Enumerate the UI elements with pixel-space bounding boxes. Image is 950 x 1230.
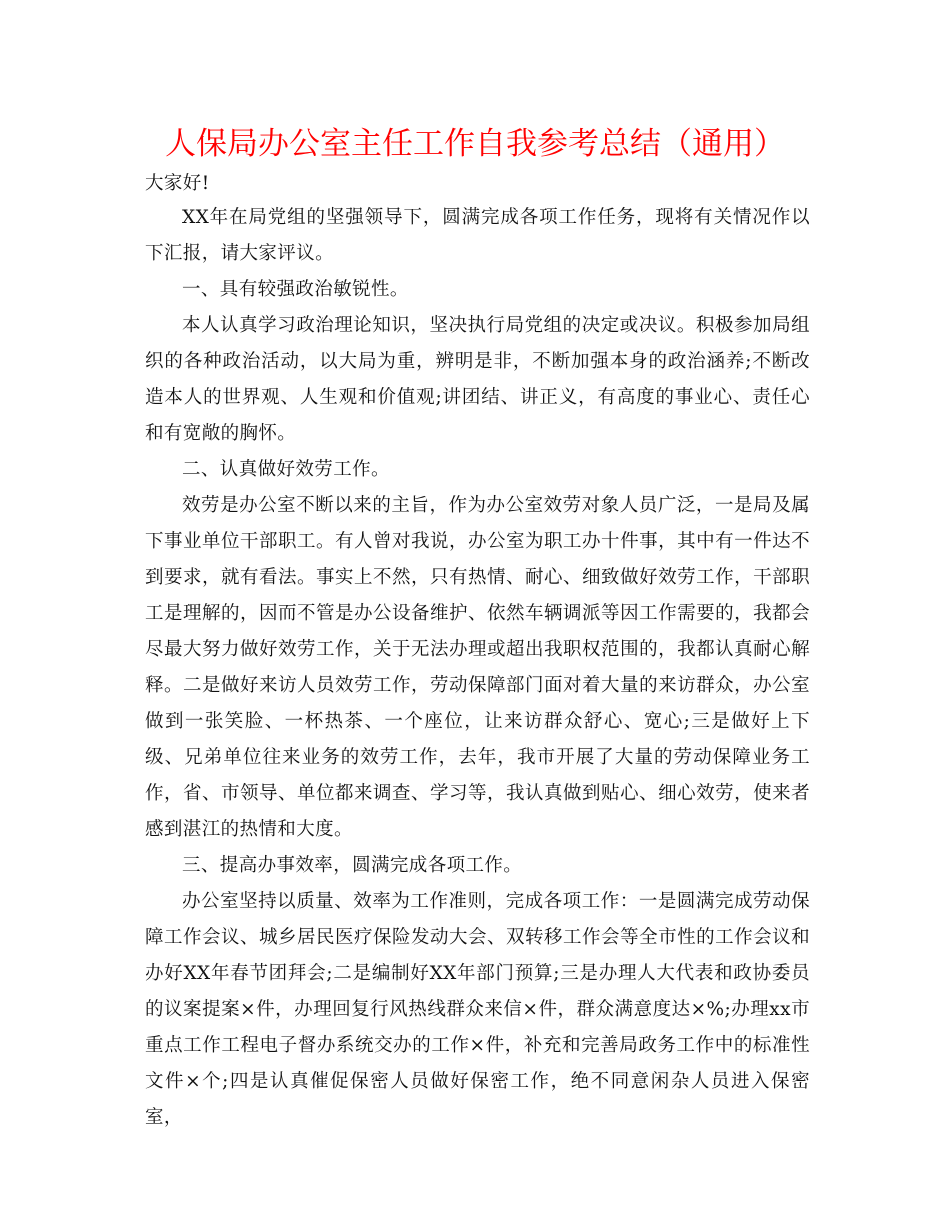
paragraph-intro: XX年在局党组的坚强领导下，圆满完成各项工作任务，现将有关情况作以下汇报，请大家评议。 (145, 207, 810, 264)
paragraph-section-3: 办公室坚持以质量、效率为工作准则，完成各项工作：一是圆满完成劳动保障工作会议、城乡居民医疗保险发动大会、双转移工作会等全市性的工作会议和办好XX年春节团拜会;二是编制好XX年部门预算;三是办理人大代表和政协委员的议案提案×件，办理回复行风热线群众来信×件，群众满意度达×%;办理xx市重点工作工程电子督办系统交办的工作×件，补充和完善局政务工作中的标准性文件×个;四是认真催促保密人员做好保密工作，绝不同意闲杂人员进入保密室， (145, 891, 810, 1128)
document-body (145, 200, 810, 1136)
paragraph-section-1: 本人认真学习政治理论知识，坚决执行局党组的决定或决议。积极参加局组织的各种政治活动，以大局为重，辨明是非，不断加强本身的政治涵养;不断改造本人的世界观、人生观和价值观;讲团结、讲正义，有高度的事业心、责任心和有宽敞的胸怀。 (145, 315, 810, 444)
section-heading-2: 二、认真做好效劳工作。 (182, 459, 390, 480)
section-heading-3: 三、提高办事效率，圆满完成各项工作。 (182, 855, 523, 876)
paragraph-section-2: 效劳是办公室不断以来的主旨，作为办公室效劳对象人员广泛，一是局及属下事业单位干部职工。有人曾对我说，办公室为职工办十件事，其中有一件达不到要求，就有看法。事实上不然，只有热情、耐心、细致做好效劳工作，干部职工是理解的，因而不管是办公设备维护、依然车辆调派等因工作需要的，我都会尽最大努力做好效劳工作，关于无法办理或超出我职权范围的，我都认真耐心解释。二是做好来访人员效劳工作，劳动保障部门面对着大量的来访群众，办公室做到一张笑脸、一杯热茶、一个座位，让来访群众舒心、宽心;三是做好上下级、兄弟单位往来业务的效劳工作，去年，我市开展了大量的劳动保障业务工作，省、市领导、单位都来调查、学习等，我认真做到贴心、细心效劳，使来者感到湛江的热情和大度。 (145, 495, 810, 840)
document-title: 人保局办公室主任工作自我参考总结（通用） (165, 126, 785, 162)
section-heading-1: 一、具有较强政治敏锐性。 (182, 279, 409, 300)
greeting: 大家好! (145, 173, 210, 194)
